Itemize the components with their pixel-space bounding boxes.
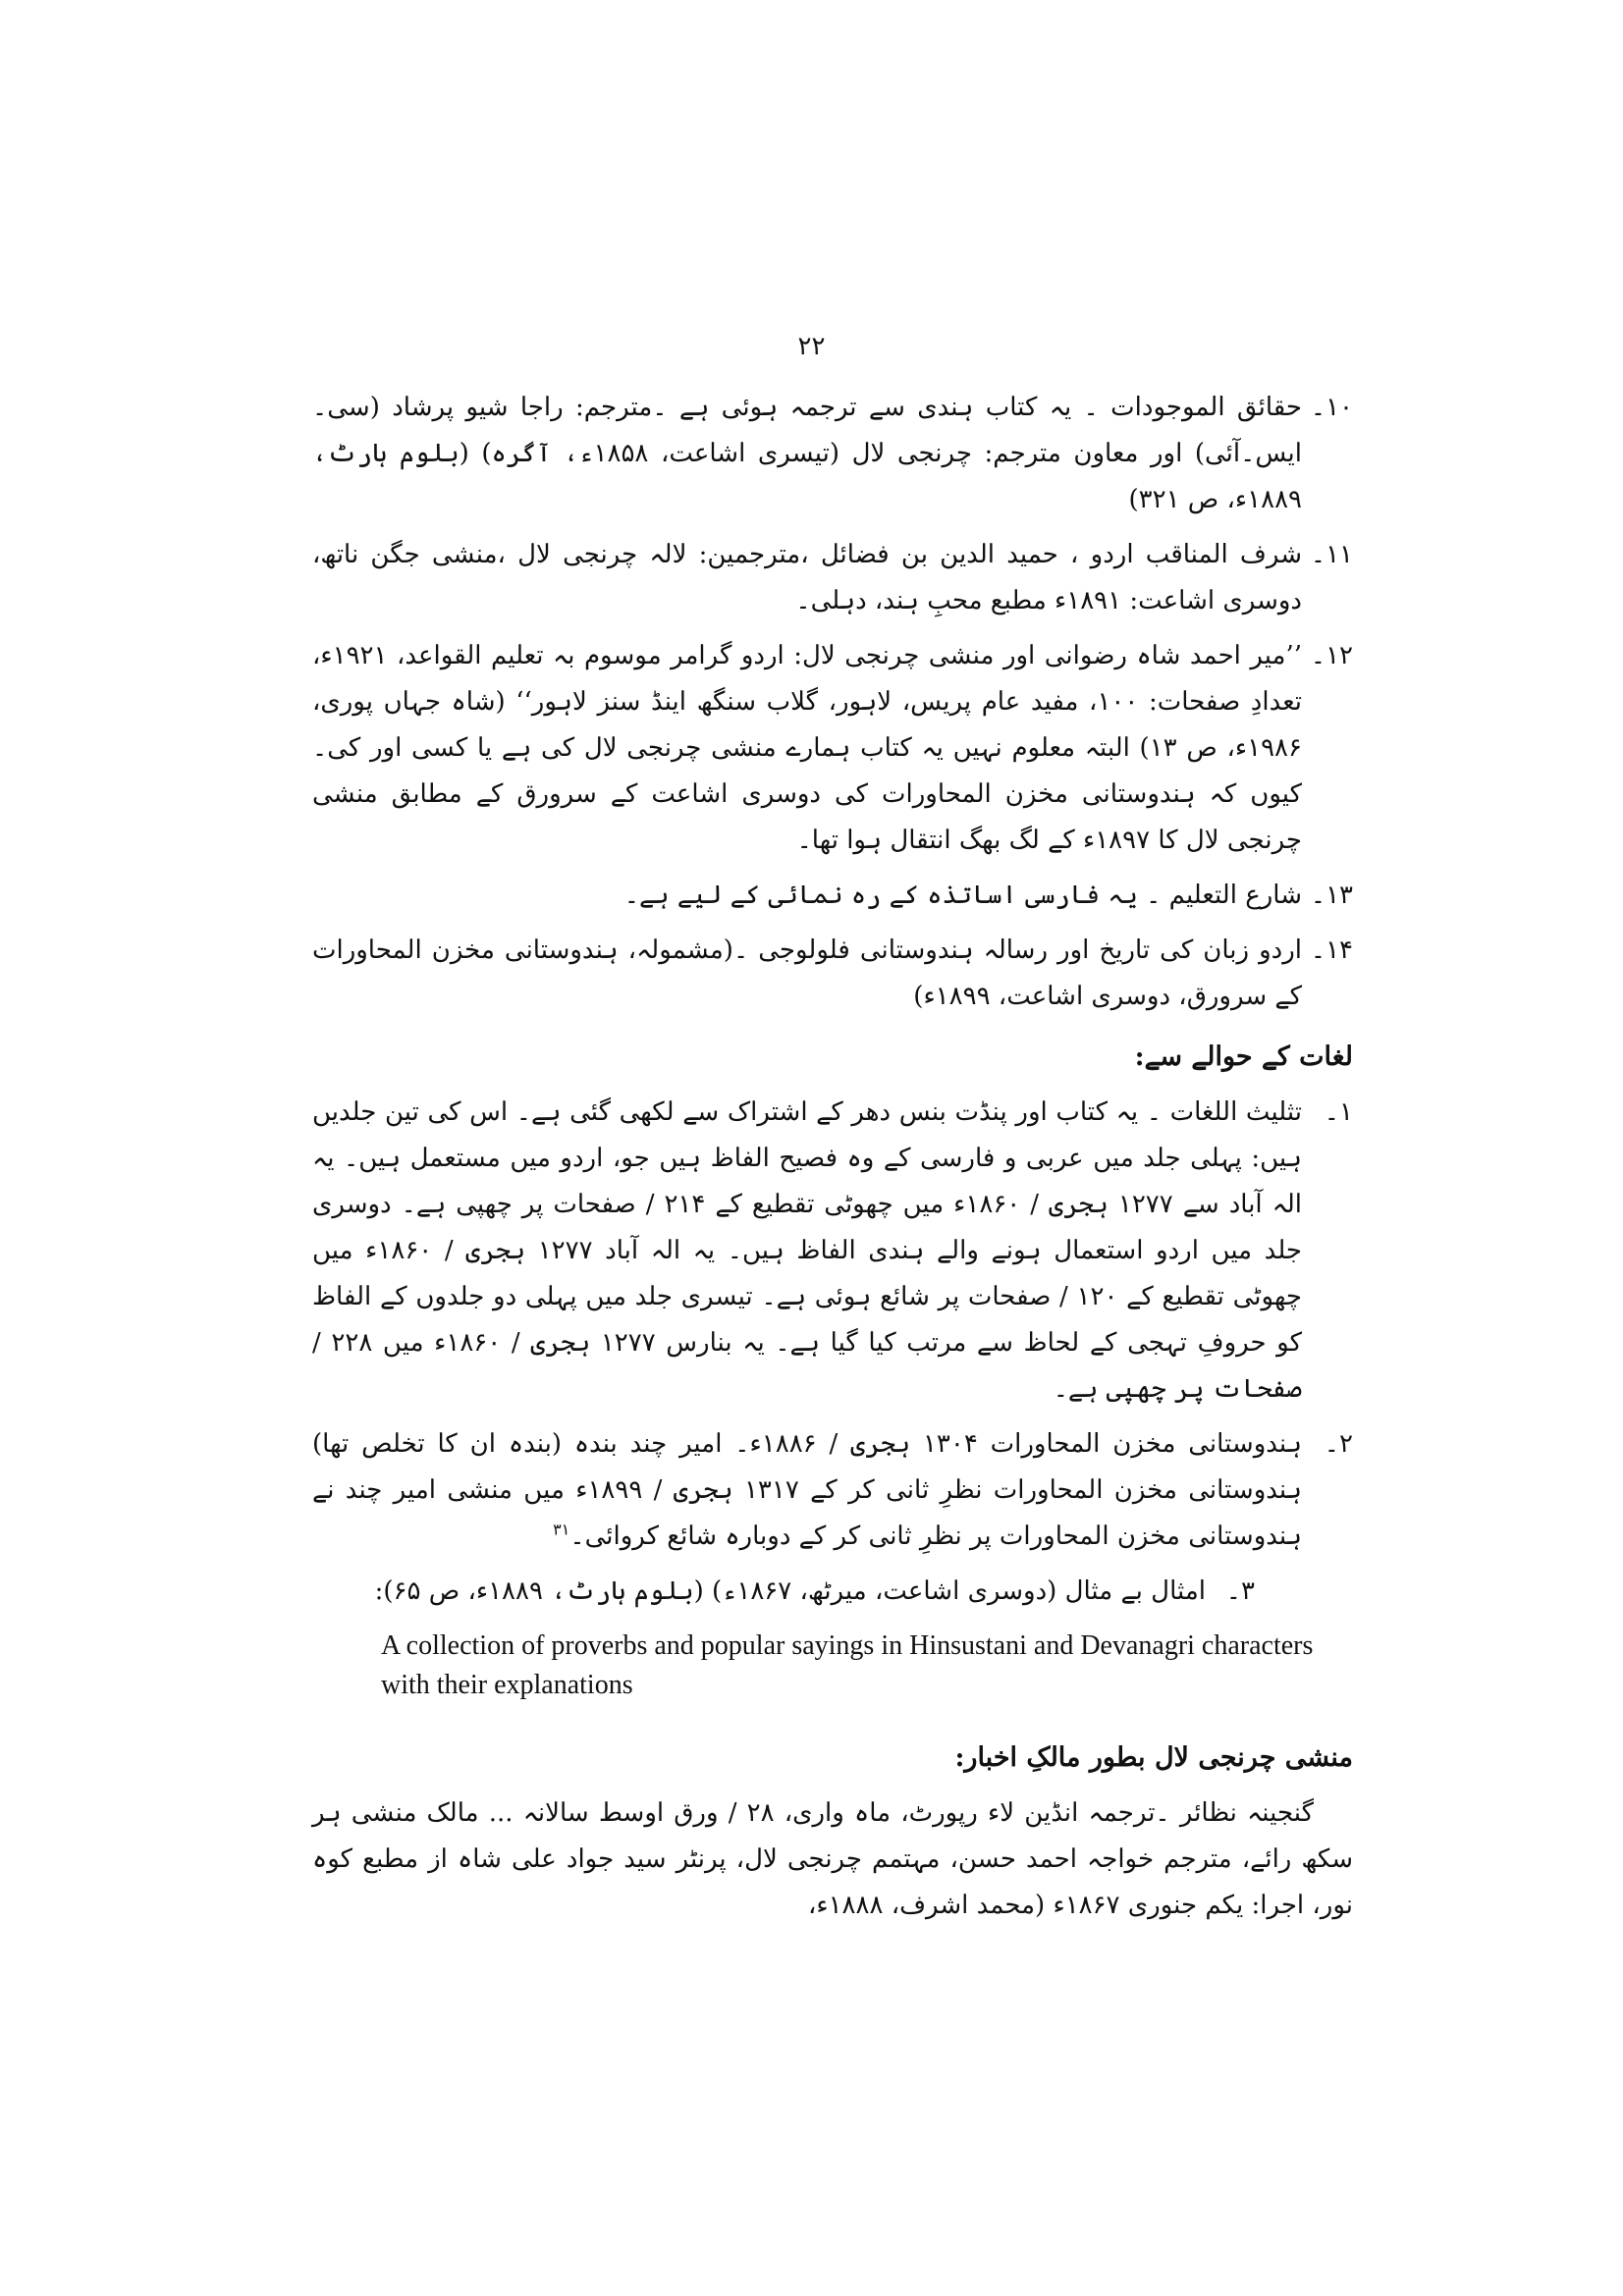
entry-text: ۔ یہ کتاب اور پنڈت بنس دھر کے اشتراک سے لکھی گئی ہے۔ اس کی تین جلدیں ہیں: پہلی جلد میں عربی و فارسی کے وہ فصیح الفاظ ہیں جو، اردو میں مستعمل ہیں۔ یہ الہ آباد سے ۱۲۷۷ ہجری / ۱۸۶۰ء میں چھوٹی تقطیع کے ۲۱۴ / صفحات پر چھپی ہے۔ دوسری جلد میں اردو استعمال ہونے والے ہندی الفاظ ہیں۔ یہ الہ آباد ۱۲۷۷ ہجری / ۱۸۶۰ء میں چھوٹی تقطیع کے ۱۲۰ / صفحات پر شائع ہوئی ہے۔ تیسری جلد میں پہلی دو جلدوں کے الفاظ کو حروفِ تہجی کے لحاظ سے مرتب کیا گیا ہے۔ یہ بنارس ۱۲۷۷ ہجری / ۱۸۶۰ء میں ۲۲۸ / صفحات پر چھپی ہے۔ bbox=[312, 1097, 1303, 1404]
entry-13 bbox=[312, 873, 1353, 919]
entry-text: (دوسری اشاعت، میرٹھ، ۱۸۶۷ء) (بلوم ہارٹ، ۱۸۸۹ء، ص ۶۵): bbox=[374, 1576, 1057, 1606]
entry-title: تثلیث اللغات bbox=[1169, 1097, 1303, 1127]
entry-body bbox=[312, 1090, 1302, 1413]
entry-text: ۔ یہ کتاب ہندی سے ترجمہ ہوئی ہے ۔مترجم: راجا شیو پرشاد (سی۔ایس۔آئی) اور معاون مترجم: چرنجی لال (تیسری اشاعت، ۱۸۵۸ء، آگرہ) (بلوم ہارٹ، ۱۸۸۹ء، ص ۳۲۱) bbox=[312, 393, 1302, 514]
entry-number: ۱۰۔ bbox=[1310, 393, 1353, 422]
entry-number: ۱۲۔ bbox=[1310, 641, 1353, 670]
english-quote: A collection of proverbs and popular sayings in Hinsustani and Devanagri characters with their explanations bbox=[381, 1630, 1314, 1700]
entry-text: ۱۳۰۴ ہجری / ۱۸۸۶ء۔ امیر چند بندہ (بندہ ان کا تخلص تھا) ہندوستانی مخزن المحاورات نظرِ ثانی کر کے ۱۳۱۷ ہجری / ۱۸۹۹ء میں منشی امیر چند نے ہندوستانی مخزن المحاورات پر نظرِ ثانی کر کے دوبارہ شائع کروائی۔ bbox=[312, 1429, 1302, 1551]
entry-12 bbox=[312, 633, 1353, 864]
entry-number: ۱۳۔ bbox=[1310, 881, 1353, 910]
entry-title: اردو زبان کی تاریخ اور رسالہ ہندوستانی فلولوجی bbox=[758, 935, 1302, 965]
entry-title: حقائق الموجودات bbox=[1110, 393, 1302, 422]
entry-body bbox=[312, 633, 1302, 864]
entry-11 bbox=[312, 532, 1353, 624]
entry-title: ہندوستانی مخزن المحاورات bbox=[990, 1429, 1302, 1459]
entry-text: ۔ یہ فارسی اساتذہ کے رہ نمائی کے لیے ہے۔ bbox=[623, 881, 1162, 910]
page-number: ۲۲ bbox=[797, 332, 826, 361]
section-heading-akhbar: منشی چرنجی لال بطور مالکِ اخبار: bbox=[954, 1742, 1353, 1773]
entry-body bbox=[312, 1569, 1206, 1615]
final-paragraph bbox=[312, 1790, 1353, 1929]
entry-number: ۱۔ bbox=[1324, 1097, 1353, 1127]
entry-body bbox=[312, 532, 1302, 624]
paragraph-text: ۔ترجمہ انڈین لاء رپورٹ، ماہ واری، ۲۸ / ورق اوسط سالانہ ... مالک منشی ہر سکھ رائے، مترجم خواجہ احمد حسن، مہتمم چرنجی لال، پرنٹر سید جواد علی شاہ از مطبع کوہ نور، اجرا: یکم جنوری ۱۸۶۷ء (محمد اشرف، ۱۸۸۸ء، bbox=[312, 1798, 1353, 1920]
lughat-entry-2 bbox=[312, 1421, 1353, 1560]
section-heading-lughat: لغات کے حوالے سے: bbox=[1134, 1041, 1353, 1072]
entry-title: امثال بے مثال bbox=[1064, 1576, 1206, 1606]
entry-10 bbox=[312, 385, 1353, 523]
entry-number: ۲۔ bbox=[1324, 1429, 1353, 1459]
entry-body bbox=[312, 928, 1302, 1020]
entry-title: شرف المناقب اردو bbox=[1090, 540, 1303, 569]
entry-14 bbox=[312, 928, 1353, 1020]
paragraph-title: گنجینہ نظائر bbox=[1179, 1798, 1315, 1828]
entry-body bbox=[312, 1421, 1302, 1560]
entry-body bbox=[312, 873, 1302, 919]
page-content bbox=[312, 385, 1353, 1929]
entry-number: ۱۴۔ bbox=[1310, 935, 1353, 965]
entry-number: ۱۱۔ bbox=[1310, 540, 1353, 569]
lughat-entry-1 bbox=[312, 1090, 1353, 1413]
footnote-marker[interactable]: ۳۱ bbox=[553, 1520, 570, 1539]
entry-number: ۳۔ bbox=[1225, 1576, 1255, 1606]
lughat-entry-3 bbox=[312, 1569, 1353, 1615]
entry-text: ، حمید الدین بن فضائل ،مترجمین: لالہ چرنجی لال ،منشی جگن ناتھ، دوسری اشاعت: ۱۸۹۱ء مطبع محبِ ہند، دہلی۔ bbox=[312, 540, 1302, 615]
entry-text: ۔(مشمولہ، ہندوستانی مخزن المحاورات کے سرورق، دوسری اشاعت، ۱۸۹۹ء) bbox=[312, 935, 1302, 1011]
entry-text: ’’میر احمد شاہ رضوانی اور منشی چرنجی لال: اردو گرامر موسوم بہ تعلیم القواعد، ۱۹۲۱ء، تعدادِ صفحات: ۱۰۰، مفید عام پریس، لاہور، گلاب سنگھ اینڈ سنز لاہور‘‘ (شاہ جہاں پوری، ۱۹۸۶ء، ص ۱۳) البتہ معلوم نہیں یہ کتاب ہمارے منشی چرنجی لال کی ہے یا کسی اور کی۔ کیوں کہ ہندوستانی مخزن المحاورات کی دوسری اشاعت کے سرورق کے مطابق منشی چرنجی لال کا ۱۸۹۷ء کے لگ بھگ انتقال ہوا تھا۔ bbox=[312, 641, 1303, 855]
entry-title: شارع التعلیم bbox=[1168, 881, 1302, 910]
entry-body bbox=[312, 385, 1302, 523]
